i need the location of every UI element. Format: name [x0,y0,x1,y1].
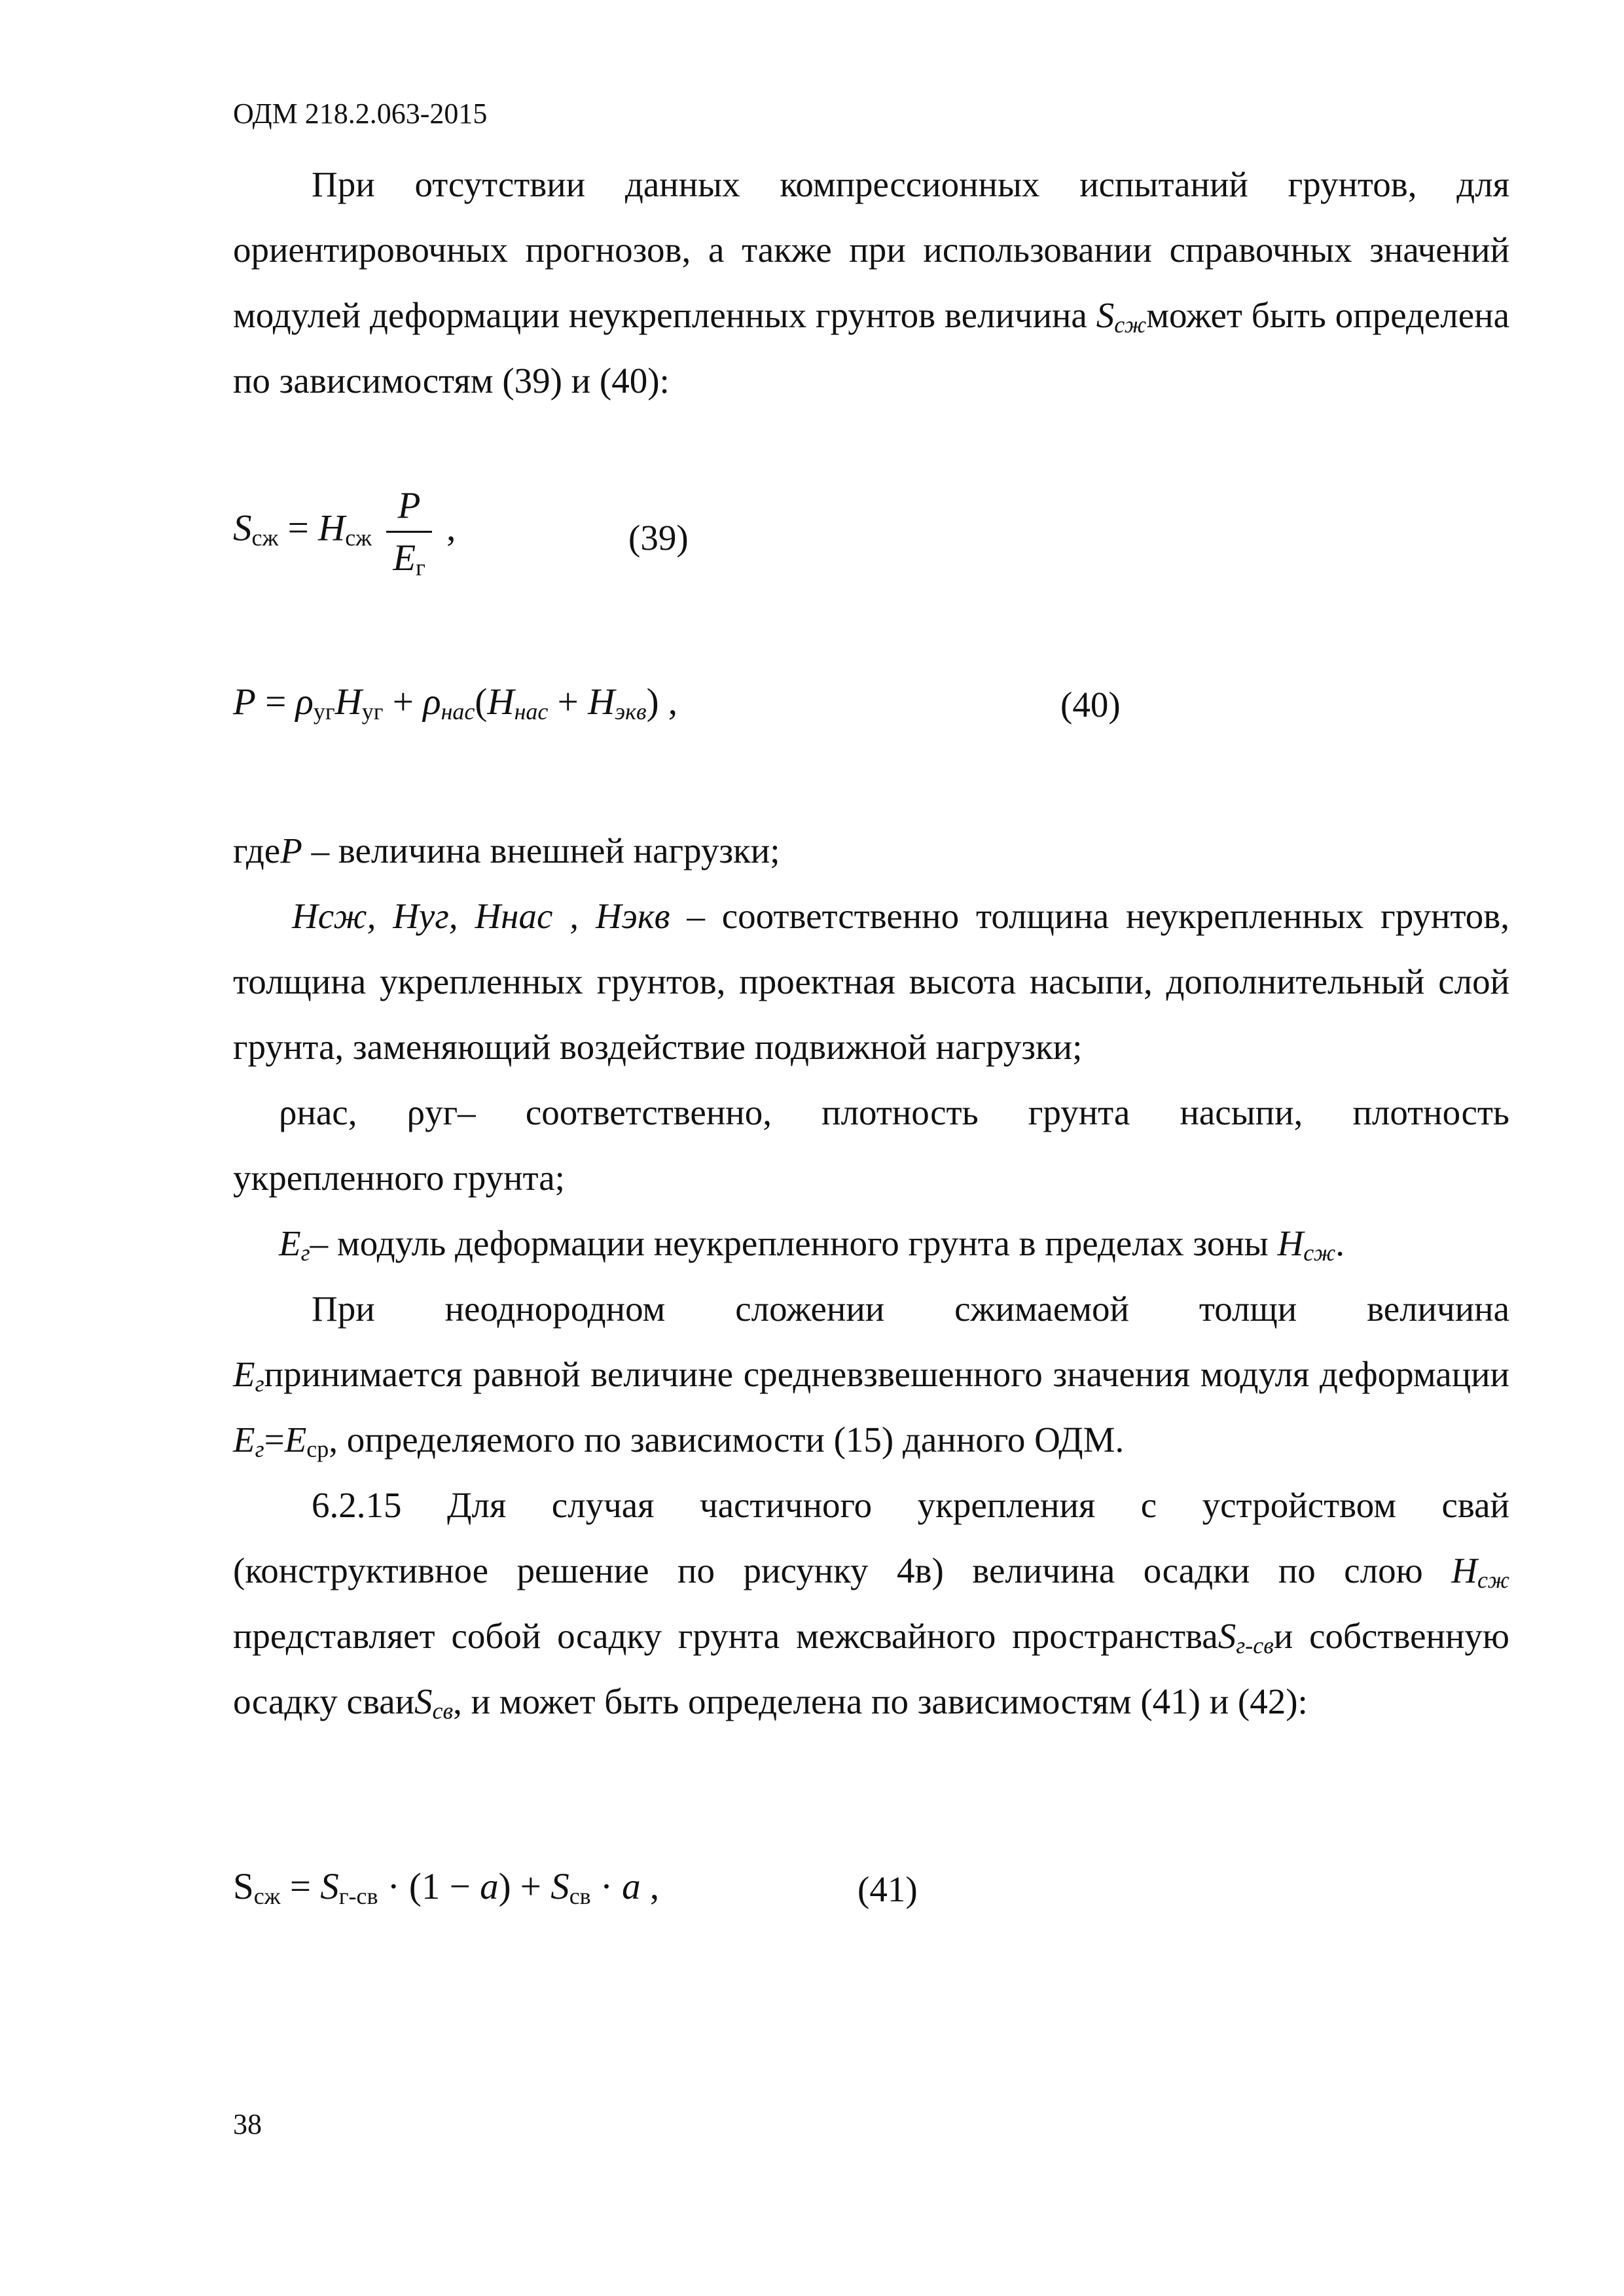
paragraph-intro: При отсутствии данных компрессионных испытаний грунтов, для ориентировочных прогнозов, а также при использовании справочных значений модулей деформации неукрепленных грунтов величина $S_{сж}может$ быть определена по зависимостям (39) и (40): [233,164,1509,401]
formula-40: $P = \rho_{уг}H_{уг} + \rho_{нас}(H_{нас} + H_{экв})$ , [233,681,678,725]
equation-number-41: (41) [857,1869,918,1909]
equation-number-40: (40) [1060,685,1121,725]
equation-number-39: (39) [628,518,689,558]
formula-41: $S_{сж} = S_{г-св} \cdot (1 - a) + S_{св} \cdot a$ , [233,1866,660,1909]
definition-h: Hсж, Hуг, Hнас , Hэкв – соответственно толщина неукрепленных грунтов, толщина укрепленных грунтов, проектная высота насыпи, дополнительный слой грунта, заменяющий воздействие подвижной нагрузки; [233,896,1509,1067]
definition-e: $E_г-$ модуль деформации неукрепленного грунта в пределах зоны $H_{сж}$. [279,1223,1344,1266]
h-symbols: Hсж, Hуг, Hнас , Hэкв [292,896,670,936]
document-header: ОДМ 218.2.063-2015 [233,98,488,130]
definition-rho-line2: укрепленного грунта; [233,1158,565,1198]
paragraph-heterogeneous-line1: При неоднородном сложении сжимаемой толщи величина [312,1289,1509,1329]
formula-39: $S_{сж} = H_{сж}$ $\frac{P}{E_г}$ , [233,485,456,581]
definition-p: гдеP – величина внешней нагрузки; [233,831,780,870]
definition-rho-line1: ρнас, ρуг– соответственно, плотность грунта насыпи, плотность [279,1092,1509,1132]
paragraph-6-2-15: 6.2.15 Для случая частичного укрепления с устройством свай (конструктивное решение по рисунку 4в) величина осадки по слою $H_{сж}$ представляет собой осадку грунта межсвайного пространстваS$_{г-св}$и собственную осадку сваиS$_{св}$, и может быть определена по зависимостям (41) и (42): [233,1485,1509,1724]
page-number: 38 [233,2108,262,2140]
paragraph-heterogeneous: $E_гпринимается$ равной величине средневзвешенного значения модуля деформации $E_г=E_{ср}$, определяемого по зависимости (15) данного ОДМ. [233,1354,1509,1462]
